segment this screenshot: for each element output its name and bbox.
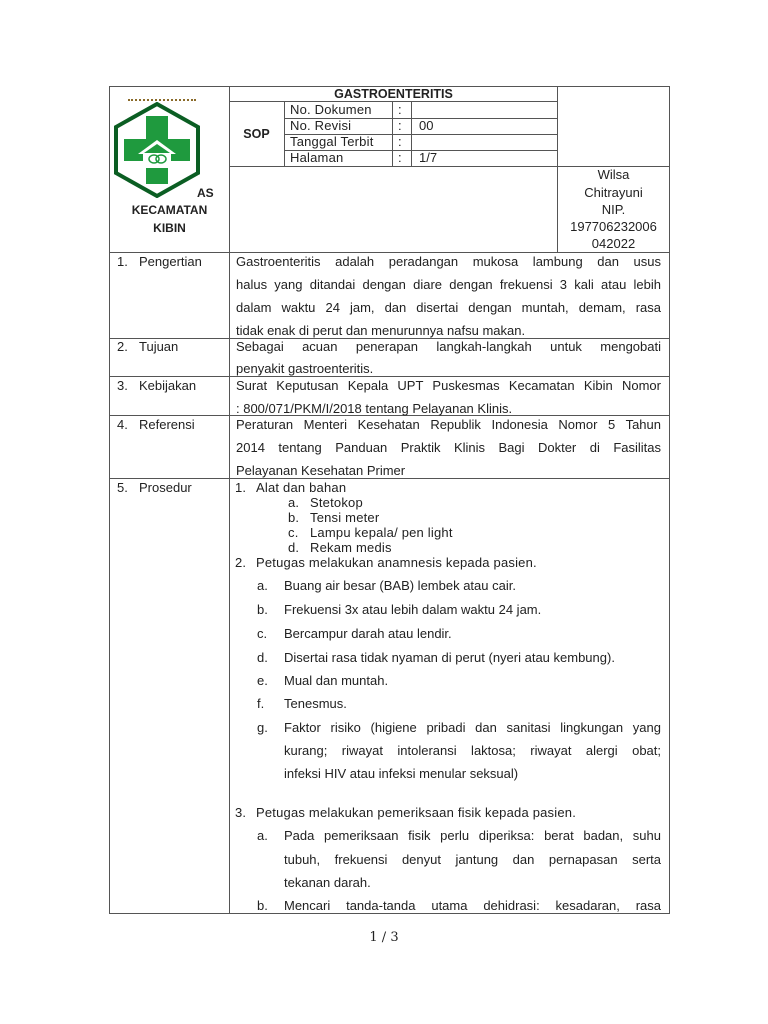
field-label-no-dokumen: No. Dokumen: [290, 102, 372, 117]
field-sep: :: [398, 134, 402, 149]
field-value-halaman: 1/7: [419, 150, 438, 165]
field-label-tanggal-terbit: Tanggal Terbit: [290, 134, 374, 149]
section-title-pengertian: Pengertian: [139, 254, 202, 269]
signer-line-4: 197706232006: [570, 219, 657, 234]
list-marker: e.: [257, 673, 268, 688]
section-title-prosedur: Prosedur: [139, 480, 192, 495]
section-number: 5.: [117, 480, 128, 495]
org-line-1: AS: [197, 186, 214, 200]
anamnesis-item: Tenesmus.: [284, 696, 347, 711]
anamnesis-item: Faktor risiko (higiene pribadi dan sanitasi lingkungan yang: [284, 720, 661, 735]
pengertian-line: dalam waktu 24 jam, dan disertai dengan muntah, demam, rasa: [236, 300, 661, 315]
section-title-referensi: Referensi: [139, 417, 195, 432]
list-marker: b.: [288, 510, 300, 525]
section-title-kebijakan: Kebijakan: [139, 378, 197, 393]
org-line-2: KECAMATAN: [131, 203, 208, 217]
anamnesis-item: infeksi HIV atau infeksi menular seksual): [284, 766, 519, 781]
pemeriksaan-item: Pada pemeriksaan fisik perlu diperiksa: berat badan, suhu: [284, 828, 661, 843]
section-number: 1.: [117, 254, 128, 269]
field-sep: :: [398, 118, 402, 133]
kebijakan-line: : 800/071/PKM/I/2018 tentang Pelayanan Klinis.: [236, 401, 513, 416]
referensi-line: Pelayanan Kesehatan Primer: [236, 463, 406, 478]
section-title-tujuan: Tujuan: [139, 339, 179, 354]
step-3-text: Petugas melakukan pemeriksaan fisik kepada pasien.: [256, 805, 577, 820]
list-item-alat: Stetokop: [310, 495, 363, 510]
list-marker: b.: [257, 898, 268, 913]
step-1-text: Alat dan bahan: [256, 480, 347, 495]
puskesmas-logo-icon: [112, 102, 202, 198]
step-number: 2.: [235, 555, 247, 570]
field-sep: :: [398, 150, 402, 165]
anamnesis-item: kurang; riwayat intoleransi laktosa; riwayat alergi obat;: [284, 743, 661, 758]
pemeriksaan-item: tubuh, frekuensi denyut jantung dan pernapasan serta: [284, 852, 661, 867]
list-marker: d.: [257, 650, 268, 665]
list-item-alat: Tensi meter: [310, 510, 380, 525]
referensi-line: 2014 tentang Panduan Praktik Klinis Bagi Dokter di Fasilitas: [236, 440, 661, 455]
pengertian-line: tidak enak di perut dan menurunnya nafsu makan.: [236, 323, 526, 338]
list-marker: g.: [257, 720, 268, 735]
document-title: GASTROENTERITIS: [334, 87, 453, 101]
pengertian-line: Gastroenteritis adalah peradangan mukosa lambung dan usus: [236, 254, 661, 269]
list-marker: c.: [288, 525, 299, 540]
step-2-text: Petugas melakukan anamnesis kepada pasien.: [256, 555, 537, 570]
section-number: 4.: [117, 417, 128, 432]
anamnesis-item: Mual dan muntah.: [284, 673, 389, 688]
field-sep: :: [398, 102, 402, 117]
list-marker: d.: [288, 540, 300, 555]
list-marker: a.: [257, 578, 268, 593]
tujuan-line: Sebagai acuan penerapan langkah-langkah untuk mengobati: [236, 339, 661, 354]
list-item-alat: Lampu kepala/ pen light: [310, 525, 453, 540]
anamnesis-item: Bercampur darah atau lendir.: [284, 626, 452, 641]
pemeriksaan-item: tekanan darah.: [284, 875, 371, 890]
sop-label: SOP: [243, 127, 270, 141]
anamnesis-item: Frekuensi 3x atau lebih dalam waktu 24 jam.: [284, 602, 542, 617]
page-number: 1 / 3: [369, 930, 399, 945]
signer-line-1: Wilsa: [597, 167, 630, 182]
signer-line-3: NIP.: [601, 202, 626, 217]
pemeriksaan-item: Mencari tanda-tanda utama dehidrasi: kesadaran, rasa: [284, 898, 661, 913]
referensi-line: Peraturan Menteri Kesehatan Republik Indonesia Nomor 5 Tahun: [236, 417, 661, 432]
pengertian-line: halus yang ditandai dengan diare dengan frekuensi 3 kali atau lebih: [236, 277, 661, 292]
list-marker: a.: [288, 495, 300, 510]
anamnesis-item: Disertai rasa tidak nyaman di perut (nyeri atau kembung).: [284, 650, 615, 665]
table-divider-left-col: [229, 86, 230, 914]
list-marker: f.: [257, 696, 265, 711]
signer-line-2: Chitrayuni: [584, 185, 643, 200]
kebijakan-line: Surat Keputusan Kepala UPT Puskesmas Kecamatan Kibin Nomor: [236, 378, 661, 393]
signer-line-5: 042022: [591, 236, 636, 251]
list-item-alat: Rekam medis: [310, 540, 392, 555]
step-number: 1.: [235, 480, 247, 495]
section-number: 3.: [117, 378, 128, 393]
list-marker: b.: [257, 602, 268, 617]
list-marker: a.: [257, 828, 268, 843]
table-border-right: [669, 86, 670, 914]
section-number: 2.: [117, 339, 128, 354]
list-marker: c.: [257, 626, 268, 641]
field-label-halaman: Halaman: [290, 150, 344, 165]
field-value-no-revisi: 00: [419, 118, 434, 133]
anamnesis-item: Buang air besar (BAB) lembek atau cair.: [284, 578, 516, 593]
field-label-no-revisi: No. Revisi: [290, 118, 352, 133]
tujuan-line: penyakit gastroenteritis.: [236, 361, 374, 376]
org-line-3: KIBIN: [153, 221, 186, 235]
step-number: 3.: [235, 805, 247, 820]
